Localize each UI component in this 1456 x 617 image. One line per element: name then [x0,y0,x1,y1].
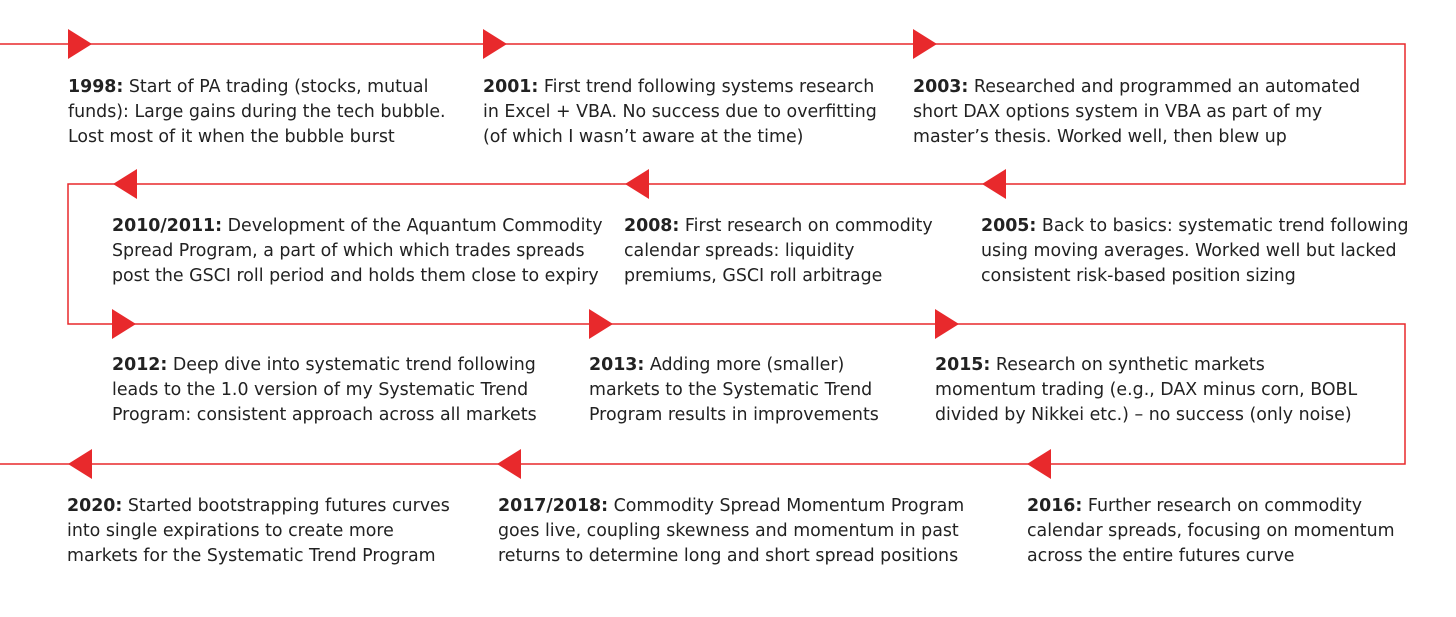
arrow-left-icon [625,169,649,199]
event-text: Spread Program, a part of which which trades spreads [112,241,585,261]
timeline-event [935,353,1357,428]
event-text: funds): Large gains during the tech bubble. [68,102,446,122]
event-text: across the entire futures curve [1027,546,1295,566]
event-text: Development of the Aquantum Commodity [222,216,603,236]
event-text: premiums, GSCI roll arbitrage [624,266,883,286]
event-text: leads to the 1.0 version of my Systematic Trend [112,380,529,400]
event-line [483,75,877,100]
event-year: 2013: [589,355,645,375]
timeline-event [624,214,933,289]
arrow-left-icon [982,169,1006,199]
event-line [67,494,450,519]
event-text: divided by Nikkei etc.) – no success (only noise) [935,405,1352,425]
event-text: goes live, coupling skewness and momentum in past [498,521,959,541]
event-text: First trend following systems research [538,77,875,97]
arrow-left-icon [1027,449,1051,479]
event-text: returns to determine long and short spread positions [498,546,959,566]
event-line [589,353,879,378]
event-year: 2015: [935,355,991,375]
event-text: master’s thesis. Worked well, then blew up [913,127,1287,147]
event-line [112,353,537,378]
arrow-left-icon [113,169,137,199]
event-text: Program results in improvements [589,405,879,425]
event-text: consistent risk-based position sizing [981,266,1296,286]
event-text: Adding more (smaller) [644,355,845,375]
timeline-event [1027,494,1395,569]
event-line [913,75,1360,100]
timeline-event [483,75,877,150]
event-text: into single expirations to create more [67,521,394,541]
arrow-right-icon [589,309,613,339]
arrow-right-icon [913,29,937,59]
timeline-event [112,353,537,428]
event-text: calendar spreads: liquidity [624,241,855,261]
event-year: 2008: [624,216,680,236]
event-year: 2016: [1027,496,1083,516]
timeline-event [112,214,603,289]
arrow-right-icon [112,309,136,339]
arrow-right-icon [68,29,92,59]
event-line [112,214,603,239]
event-text: First research on commodity [679,216,933,236]
event-year: 2017/2018: [498,496,609,516]
event-year: 2012: [112,355,168,375]
timeline-event [913,75,1360,150]
event-text: post the GSCI roll period and holds them close to expiry [112,266,599,286]
event-text: Lost most of it when the bubble burst [68,127,395,147]
event-text: Commodity Spread Momentum Program [608,496,965,516]
event-text: calendar spreads, focusing on momentum [1027,521,1395,541]
event-line [624,214,933,239]
event-year: 1998: [68,77,124,97]
timeline-event [498,494,964,569]
event-text: short DAX options system in VBA as part of my [913,102,1323,122]
timeline-event [67,494,450,569]
arrow-right-icon [935,309,959,339]
timeline-event [589,353,879,428]
event-year: 2003: [913,77,969,97]
arrow-left-icon [497,449,521,479]
timeline-event [981,214,1409,289]
event-text: momentum trading (e.g., DAX minus corn, BOBL [935,380,1358,400]
event-year: 2020: [67,496,123,516]
event-text: in Excel + VBA. No success due to overfitting [483,102,877,122]
event-text: Deep dive into systematic trend following [167,355,536,375]
event-text: Researched and programmed an automated [968,77,1361,97]
event-year: 2005: [981,216,1037,236]
event-line [1027,494,1395,519]
timeline-event [68,75,446,150]
event-line [935,353,1357,378]
arrow-left-icon [68,449,92,479]
event-line [498,494,964,519]
event-text: markets for the Systematic Trend Program [67,546,436,566]
event-year: 2010/2011: [112,216,223,236]
event-text: Start of PA trading (stocks, mutual [123,77,429,97]
event-text: Program: consistent approach across all markets [112,405,537,425]
event-text: Back to basics: systematic trend following [1036,216,1409,236]
event-text: Started bootstrapping futures curves [122,496,450,516]
event-line [68,75,446,100]
event-text: using moving averages. Worked well but lacked [981,241,1397,261]
event-year: 2001: [483,77,539,97]
event-text: Further research on commodity [1082,496,1362,516]
event-line [981,214,1409,239]
event-text: Research on synthetic markets [990,355,1265,375]
arrow-right-icon [483,29,507,59]
event-text: (of which I wasn’t aware at the time) [483,127,804,147]
event-text: markets to the Systematic Trend [589,380,873,400]
